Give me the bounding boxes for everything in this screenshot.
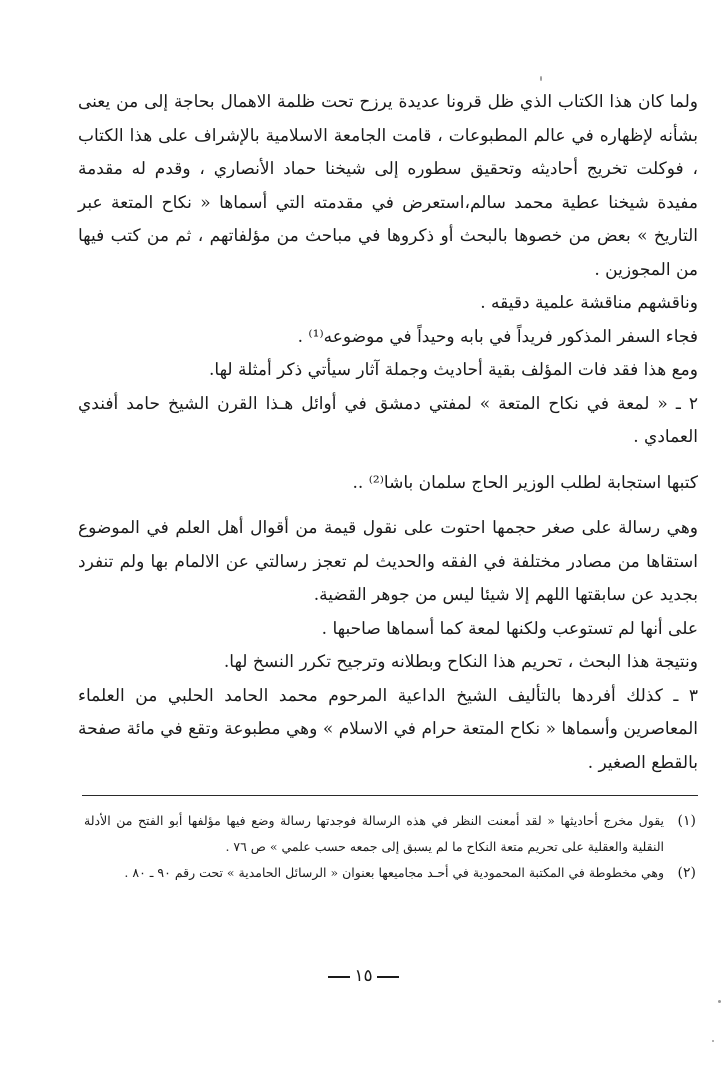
paragraph-item-2: ٢ ـ « لمعة في نكاح المتعة » لمفتي دمشق في أوائل هـذا القرن الشيخ حامد أفندي العمادي . (78, 393, 698, 447)
footnote-2 (84, 860, 696, 886)
paragraph-discussion: وناقشهم مناقشة علمية دقيقه . (480, 293, 698, 313)
paragraph-written-for: كتبها استجابة لطلب الوزير الحاج سلمان باشا⁽²⁾ .. (352, 472, 698, 493)
scan-speck (718, 1000, 721, 1003)
footnote-divider (82, 795, 698, 796)
page-number-value: ١٥ (354, 966, 373, 986)
scan-speck (540, 76, 542, 81)
paragraph-result: ونتيجة هذا البحث ، تحريم هذا النكاح وبطلانه وترجيح تكرر النسخ لها. (223, 652, 698, 672)
paragraph-intro: ولما كان هذا الكتاب الذي ظل قرونا عديدة يرزح تحت ظلمة الاهمال بحاجة إلى من يعنى بشأنه لإظهاره في عالم المطبوعات ، قامت الجامعة الاسلامية بالإشراف على هذا الكتاب ، فوكلت تخريج أحاديثه وتحقيق سطوره إلى شيخنا حماد الأنصاري ، وقدم له مقدمة مفيدة شيخنا عطية محمد سالم،استعرض في مقدمته التي أسماها « نكاح المتعة عبر التاريخ » بعض من خصوها بالبحث أو ذكروها في مباحث من مؤلفاتهم ، ثم من كتب فيها من المجوزين . (78, 92, 698, 280)
paragraph-unique: فجاء السفر المذكور فريداً في بابه وحيداً في موضوعه⁽¹⁾ . (297, 326, 698, 347)
paragraph-not-exhaustive: على أنها لم تستوعب ولكنها لمعة كما أسماها صاحبها . (321, 618, 698, 639)
footnote-text: يقول مخرج أحاديثها « لقد أمعنت النظر في هذه الرسالة فوجدتها رسالة وضع فيها مؤلفها أبو الفتح من الأدلة النقلية والعقلية على تحريم متعة النكاح ما لم يسبق إلى جمعه حسب علمي » ص ٧٦ . (84, 813, 664, 854)
scan-speck (712, 1040, 714, 1042)
paragraph-missed: ومع هذا فقد فات المؤلف بقية أحاديث وجملة آثار سيأتي ذكر أمثلة لها. (209, 360, 698, 380)
footnote-number: (١) (677, 813, 696, 829)
page-number (0, 966, 727, 986)
main-text (78, 86, 698, 780)
paragraph-item-3: ٣ ـ كذلك أفردها بالتأليف الشيخ الداعية المرحوم محمد الحامد الحلبي من العلماء المعاصرين وأسماها « نكاح المتعة حرام في الاسلام » وهي مطبوعة وتقع في مائة صفحة بالقطع الصغير . (78, 685, 698, 773)
footnotes (84, 808, 696, 886)
footnote-1 (84, 808, 696, 860)
page-number-dash (328, 976, 350, 978)
footnote-text: وهي مخطوطة في المكتبة المحمودية في أحـد مجاميعها بعنوان « الرسائل الحامدية » تحت رقم ٩٠ ـ ٨٠ . (124, 865, 664, 880)
page-number-dash (377, 976, 399, 978)
paragraph-description: وهي رسالة على صغر حجمها احتوت على نقول قيمة من أقوال أهل العلم في الموضوع استقاها من مصادر مختلفة في الفقه والحديث لم تعجز رسالتي عن الالمام بها ولم تنفرد بجديد عن سابقتها اللهم إلا شيئا ليس من جوهر القضية. (78, 518, 698, 605)
footnote-number: (٢) (677, 865, 696, 881)
